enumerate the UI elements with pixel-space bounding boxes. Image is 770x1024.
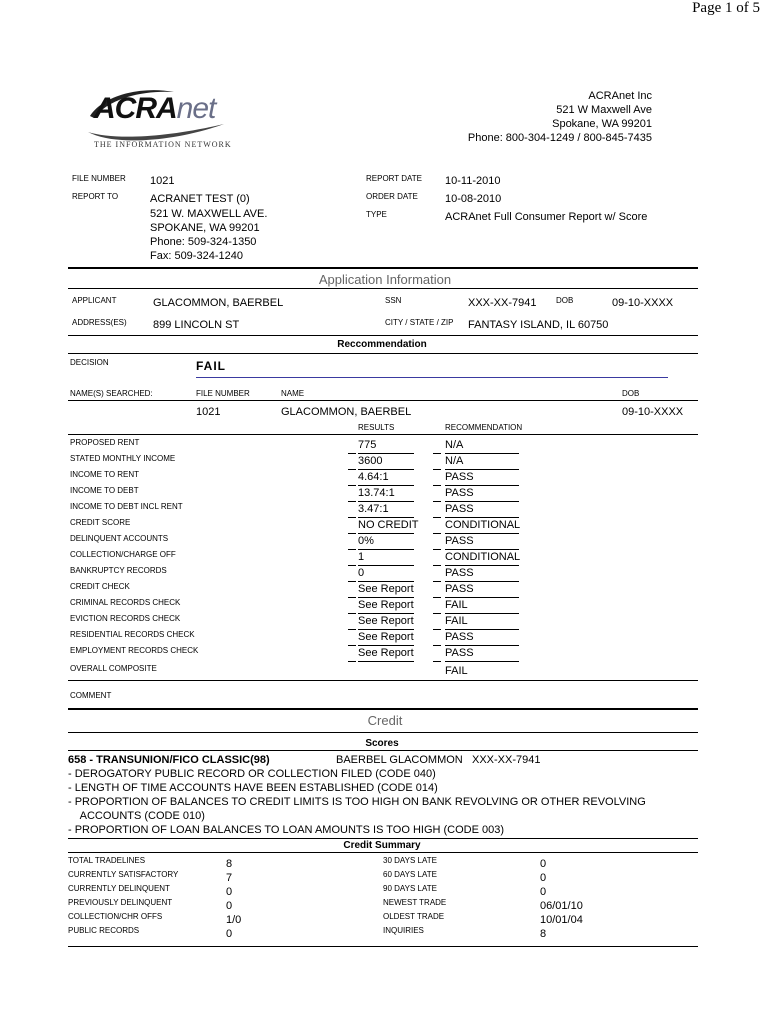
searched-dob: 09-10-XXXX xyxy=(622,406,684,418)
summary-label: PREVIOUSLY DELINQUENT xyxy=(68,898,173,907)
applicant-address: 899 LINCOLN ST xyxy=(153,319,240,331)
summary-label: NEWEST TRADE xyxy=(383,898,447,907)
company-address2: Spokane, WA 99201 xyxy=(552,118,652,130)
row-rule-result xyxy=(358,453,414,454)
row-rule-left xyxy=(348,661,356,662)
criteria-label: EMPLOYMENT RECORDS CHECK xyxy=(70,646,199,655)
criteria-recommendation: PASS xyxy=(445,535,474,547)
report-to-label: REPORT TO xyxy=(72,192,119,201)
row-rule-left xyxy=(348,485,356,486)
criteria-label: CREDIT SCORE xyxy=(70,518,131,527)
company-phone: Phone: 800-304-1249 / 800-845-7435 xyxy=(467,132,652,144)
row-rule-rec xyxy=(445,597,519,598)
overall-value: FAIL xyxy=(445,665,468,677)
summary-value: 06/01/10 xyxy=(540,900,583,912)
divider-results-header xyxy=(68,434,698,435)
score-reason-2: - LENGTH OF TIME ACCOUNTS HAVE BEEN ESTABLISHED (CODE 014) xyxy=(68,782,438,794)
row-rule-rec xyxy=(445,517,519,518)
criteria-label: RESIDENTIAL RECORDS CHECK xyxy=(70,630,195,639)
row-rule-mid xyxy=(433,485,441,486)
summary-label: PUBLIC RECORDS xyxy=(68,926,140,935)
summary-label: COLLECTION/CHR OFFS xyxy=(68,912,163,921)
row-rule-rec xyxy=(445,533,519,534)
row-rule-result xyxy=(358,469,414,470)
criteria-label: INCOME TO DEBT xyxy=(70,486,139,495)
criteria-result: See Report xyxy=(358,583,414,595)
row-rule-left xyxy=(348,597,356,598)
row-rule-mid xyxy=(433,661,441,662)
report-to-line-3: SPOKANE, WA 99201 xyxy=(150,222,260,234)
row-rule-mid xyxy=(433,501,441,502)
names-searched-label: NAME(S) SEARCHED: xyxy=(70,389,153,398)
row-rule-rec xyxy=(445,613,519,614)
criteria-result: NO CREDIT xyxy=(358,519,419,531)
criteria-recommendation: N/A xyxy=(445,455,464,467)
summary-value: 1/0 xyxy=(226,914,242,926)
criteria-recommendation: FAIL xyxy=(445,615,468,627)
row-rule-rec xyxy=(445,661,519,662)
row-rule-left xyxy=(348,453,356,454)
report-to-line-5: Fax: 509-324-1240 xyxy=(150,250,243,262)
row-rule-mid xyxy=(433,629,441,630)
score-ssn: XXX-XX-7941 xyxy=(472,754,541,766)
divider-overall xyxy=(68,680,698,681)
score-reason-3-cont: ACCOUNTS (CODE 010) xyxy=(68,810,205,822)
results-header: RESULTS xyxy=(358,423,395,432)
dob-label: DOB xyxy=(556,296,574,305)
summary-value: 0 xyxy=(226,900,233,912)
row-rule-result xyxy=(358,613,414,614)
criteria-result: 0 xyxy=(358,567,365,579)
summary-label: CURRENTLY DELINQUENT xyxy=(68,884,170,893)
report-to-line-4: Phone: 509-324-1350 xyxy=(150,236,257,248)
criteria-result: 1 xyxy=(358,551,365,563)
divider-application xyxy=(68,267,698,269)
row-rule-mid xyxy=(433,533,441,534)
row-rule-mid xyxy=(433,453,441,454)
decision-label: DECISION xyxy=(70,358,109,367)
summary-value: 0 xyxy=(540,858,547,870)
score-reason-4: - PROPORTION OF LOAN BALANCES TO LOAN AMOUNTS IS TOO HIGH (CODE 003) xyxy=(68,824,505,836)
address-label: ADDRESS(ES) xyxy=(72,318,127,327)
col-dob: DOB xyxy=(622,389,640,398)
applicant-label: APPLICANT xyxy=(72,296,117,305)
criteria-label: COLLECTION/CHARGE OFF xyxy=(70,550,176,559)
criteria-label: INCOME TO RENT xyxy=(70,470,140,479)
credit-title: Credit xyxy=(367,713,403,728)
row-rule-mid xyxy=(433,581,441,582)
recommendation-header: RECOMMENDATION xyxy=(445,423,523,432)
criteria-recommendation: PASS xyxy=(445,487,474,499)
row-rule-left xyxy=(348,629,356,630)
company-name: ACRAnet Inc xyxy=(588,90,652,102)
row-rule-rec xyxy=(445,453,519,454)
divider-application-bottom xyxy=(68,288,698,289)
row-rule-mid xyxy=(433,549,441,550)
criteria-recommendation: CONDITIONAL xyxy=(445,551,521,563)
report-date-label: REPORT DATE xyxy=(366,174,423,183)
applicant-city: FANTASY ISLAND, IL 60750 xyxy=(468,319,609,331)
row-rule-left xyxy=(348,501,356,502)
criteria-result: 3600 xyxy=(358,455,383,467)
summary-value: 8 xyxy=(226,858,233,870)
applicant-ssn: XXX-XX-7941 xyxy=(468,297,537,309)
summary-label: 90 DAYS LATE xyxy=(383,884,437,893)
row-rule-left xyxy=(348,469,356,470)
criteria-recommendation: N/A xyxy=(445,439,464,451)
city-label: CITY / STATE / ZIP xyxy=(385,318,454,327)
summary-label: TOTAL TRADELINES xyxy=(68,856,146,865)
report-date: 10-11-2010 xyxy=(445,175,501,187)
divider-names xyxy=(68,400,698,401)
row-rule-rec xyxy=(445,469,519,470)
overall-label: OVERALL COMPOSITE xyxy=(70,664,157,673)
summary-value: 7 xyxy=(226,872,233,884)
file-number-label: FILE NUMBER xyxy=(72,174,126,183)
summary-value: 0 xyxy=(540,872,547,884)
summary-value: 0 xyxy=(540,886,547,898)
row-rule-left xyxy=(348,533,356,534)
col-name: NAME xyxy=(281,389,305,398)
searched-file-number: 1021 xyxy=(196,406,221,418)
row-rule-result xyxy=(358,533,414,534)
acranet-logo xyxy=(84,86,244,156)
row-rule-mid xyxy=(433,517,441,518)
summary-label: CURRENTLY SATISFACTORY xyxy=(68,870,179,879)
criteria-label: CRIMINAL RECORDS CHECK xyxy=(70,598,181,607)
criteria-label: DELINQUENT ACCOUNTS xyxy=(70,534,169,543)
criteria-result: 3.47:1 xyxy=(358,503,389,515)
divider-end xyxy=(68,946,698,947)
criteria-recommendation: PASS xyxy=(445,631,474,643)
report-type: ACRAnet Full Consumer Report w/ Score xyxy=(445,211,648,223)
row-rule-left xyxy=(348,645,356,646)
criteria-label: STATED MONTHLY INCOME xyxy=(70,454,176,463)
divider-summary-bottom xyxy=(68,852,698,853)
decision-underline xyxy=(196,377,668,378)
summary-value: 8 xyxy=(540,928,547,940)
summary-value: 0 xyxy=(226,886,233,898)
row-rule-result xyxy=(358,629,414,630)
criteria-result: See Report xyxy=(358,647,414,659)
criteria-recommendation: PASS xyxy=(445,583,474,595)
criteria-recommendation: FAIL xyxy=(445,599,468,611)
summary-label: 30 DAYS LATE xyxy=(383,856,437,865)
row-rule-mid xyxy=(433,597,441,598)
criteria-recommendation: CONDITIONAL xyxy=(445,519,521,531)
logo-net: net xyxy=(176,92,216,125)
application-title: Application Information xyxy=(318,272,452,287)
company-address1: 521 W Maxwell Ave xyxy=(556,104,652,116)
row-rule-left xyxy=(348,581,356,582)
score-reason-1: - DEROGATORY PUBLIC RECORD OR COLLECTION FILED (CODE 040) xyxy=(68,768,436,780)
row-rule-left xyxy=(348,549,356,550)
score-reason-3: - PROPORTION OF BALANCES TO CREDIT LIMITS IS TOO HIGH ON BANK REVOLVING OR OTHER REVOLVING xyxy=(68,796,646,808)
applicant-name: GLACOMMON, BAERBEL xyxy=(153,297,284,309)
summary-value: 0 xyxy=(226,928,233,940)
scores-title: Scores xyxy=(365,738,399,749)
page-number: Page 1 of 5 xyxy=(692,0,760,16)
divider-credit xyxy=(68,708,698,710)
divider-summary xyxy=(68,838,698,839)
row-rule-result xyxy=(358,549,414,550)
criteria-recommendation: PASS xyxy=(445,567,474,579)
criteria-label: CREDIT CHECK xyxy=(70,582,130,591)
row-rule-mid xyxy=(433,565,441,566)
applicant-dob: 09-10-XXXX xyxy=(612,297,674,309)
row-rule-mid xyxy=(433,469,441,470)
col-file-number: FILE NUMBER xyxy=(196,389,250,398)
row-rule-result xyxy=(358,581,414,582)
row-rule-rec xyxy=(445,581,519,582)
criteria-recommendation: PASS xyxy=(445,503,474,515)
criteria-recommendation: PASS xyxy=(445,647,474,659)
summary-label: 60 DAYS LATE xyxy=(383,870,437,879)
divider-credit-bottom xyxy=(68,732,698,733)
row-rule-rec xyxy=(445,645,519,646)
type-label: TYPE xyxy=(366,210,387,219)
report-to-line-1: ACRANET TEST (0) xyxy=(150,193,250,205)
row-rule-rec xyxy=(445,549,519,550)
row-rule-result xyxy=(358,517,414,518)
ssn-label: SSN xyxy=(385,296,402,305)
row-rule-result xyxy=(358,501,414,502)
row-rule-left xyxy=(348,565,356,566)
comment-label: COMMENT xyxy=(70,691,112,700)
row-rule-mid xyxy=(433,645,441,646)
row-rule-result xyxy=(358,485,414,486)
score-line: 658 - TRANSUNION/FICO CLASSIC(98) xyxy=(68,754,270,766)
logo-acra: ACRA xyxy=(94,92,177,125)
summary-label: OLDEST TRADE xyxy=(383,912,445,921)
row-rule-rec xyxy=(445,485,519,486)
searched-name: GLACOMMON, BAERBEL xyxy=(281,406,412,418)
row-rule-rec xyxy=(445,629,519,630)
row-rule-left xyxy=(348,517,356,518)
row-rule-result xyxy=(358,645,414,646)
criteria-result: 13.74:1 xyxy=(358,487,395,499)
criteria-recommendation: PASS xyxy=(445,471,474,483)
report-to-line-2: 521 W. MAXWELL AVE. xyxy=(150,208,268,220)
score-name: BAERBEL GLACOMMON xyxy=(336,754,463,766)
criteria-result: 4.64:1 xyxy=(358,471,389,483)
row-rule-result xyxy=(358,565,414,566)
criteria-result: 0% xyxy=(358,535,374,547)
row-rule-result xyxy=(358,661,414,662)
criteria-label: PROPOSED RENT xyxy=(70,438,140,447)
criteria-result: See Report xyxy=(358,599,414,611)
criteria-label: EVICTION RECORDS CHECK xyxy=(70,614,181,623)
file-number: 1021 xyxy=(150,175,175,187)
logo-tagline: THE INFORMATION NETWORK xyxy=(94,140,232,149)
criteria-result: See Report xyxy=(358,631,414,643)
credit-summary-title: Credit Summary xyxy=(343,840,421,851)
criteria-label: INCOME TO DEBT INCL RENT xyxy=(70,502,183,511)
decision-value: FAIL xyxy=(196,359,226,373)
summary-value: 10/01/04 xyxy=(540,914,583,926)
row-rule-rec xyxy=(445,565,519,566)
divider-recommendation xyxy=(68,335,698,336)
row-rule-rec xyxy=(445,501,519,502)
criteria-result: 775 xyxy=(358,439,377,451)
divider-scores xyxy=(68,750,698,751)
criteria-label: BANKRUPTCY RECORDS xyxy=(70,566,167,575)
criteria-result: See Report xyxy=(358,615,414,627)
order-date-label: ORDER DATE xyxy=(366,192,418,201)
summary-label: INQUIRIES xyxy=(383,926,424,935)
row-rule-result xyxy=(358,597,414,598)
row-rule-mid xyxy=(433,613,441,614)
row-rule-left xyxy=(348,613,356,614)
order-date: 10-08-2010 xyxy=(445,193,502,205)
recommendation-title: Reccommendation xyxy=(337,339,427,350)
divider-recommendation-bottom xyxy=(68,353,698,354)
